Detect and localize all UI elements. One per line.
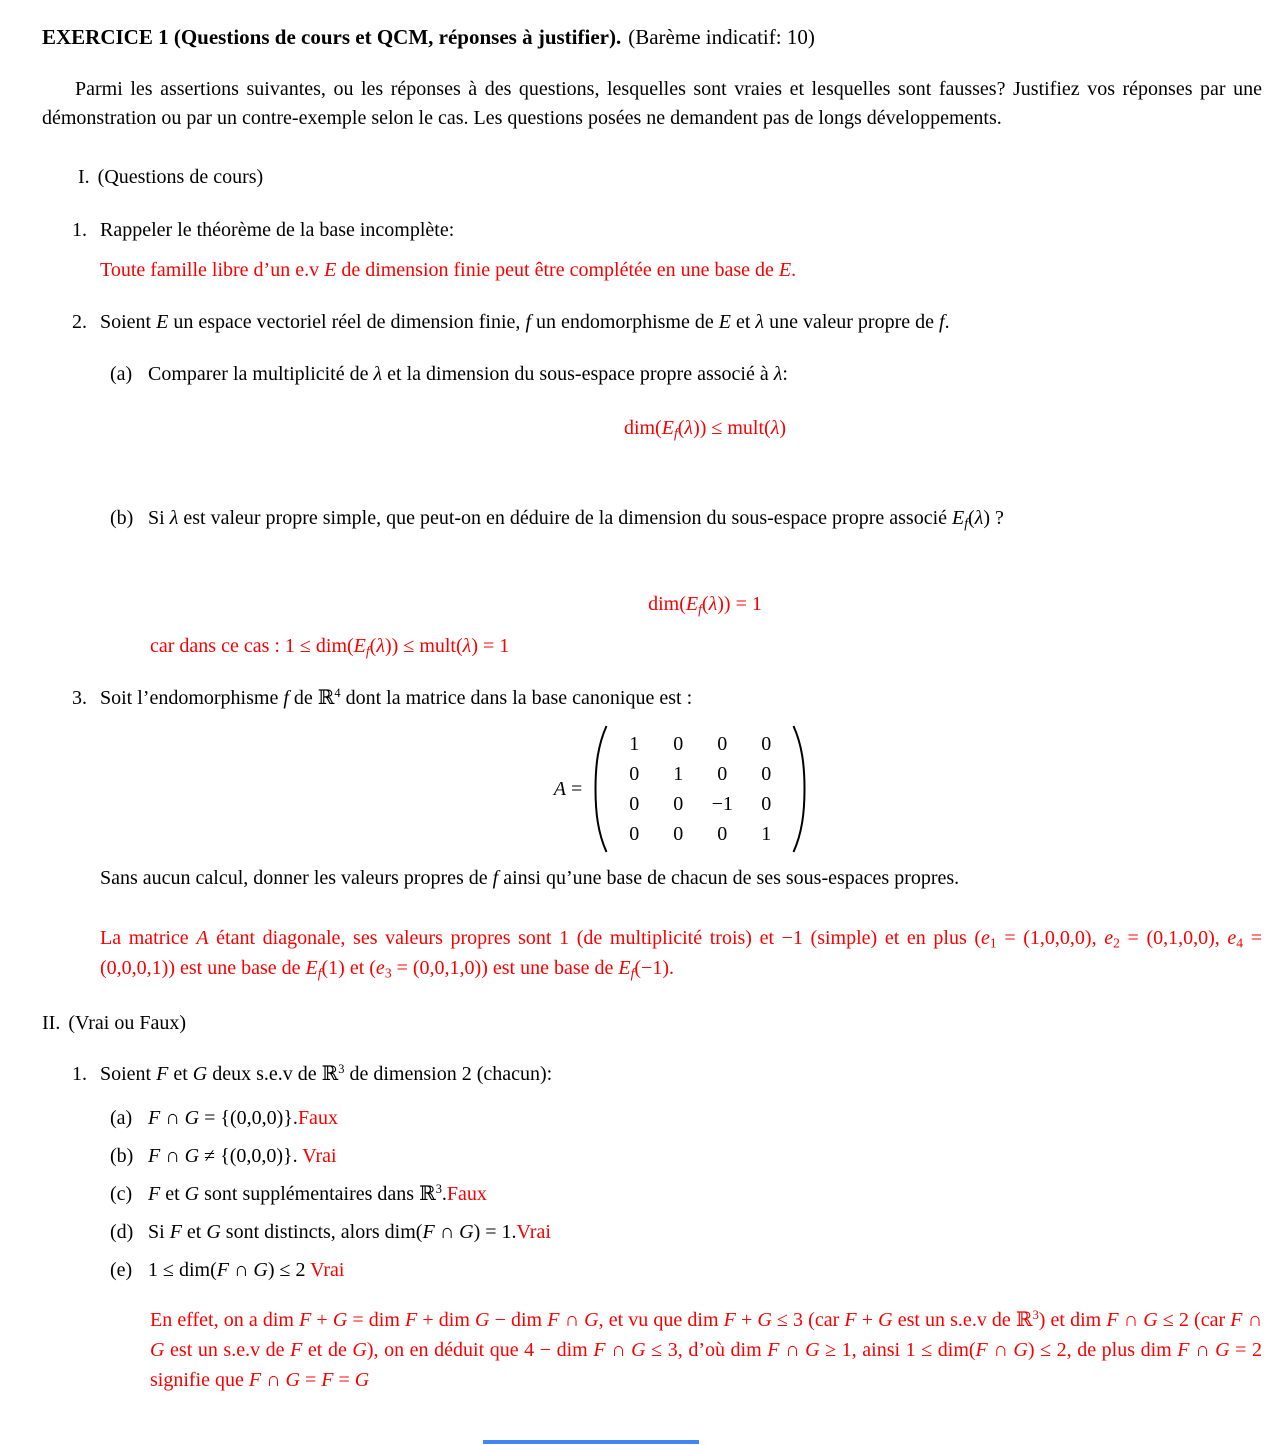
answer-i-3: La matrice A étant diagonale, ses valeurs propres sont 1 (de multiplicité trois) et −1 (simple) et en plus ($e_1 = (1,0,0,0)$, $e_2 = (0,1,0,0)$, $e_4 = (0,0,0,1)$) est une base de $E_f(1)$ et $(e_3 = (0,0,1,0))$ est une base de $E_f(-1)$. — [100, 927, 1263, 981]
vf-item-a-body — [148, 1104, 1262, 1133]
answer-i-2b-note: car dans ce cas : $1 \le dim(E_f(\lambda))$ ≤ mult(λ) = 1 — [150, 635, 510, 659]
section-ii-heading — [42, 1009, 1262, 1038]
vf-item-b-label: (b) — [110, 1145, 134, 1167]
vf-item-e-body — [148, 1256, 1262, 1285]
question-i-2b-label: (b) — [110, 507, 134, 529]
matrix-cell: 0 — [629, 793, 640, 815]
matrix-cell: 1 — [629, 733, 640, 755]
matrix-cell: 1 — [761, 823, 772, 845]
vf-item-a-verdict: Faux — [297, 1107, 338, 1129]
vf-item-b — [110, 1142, 1262, 1171]
vf-item-a-label: (a) — [110, 1107, 133, 1129]
matrix-cell: 0 — [717, 823, 728, 845]
question-ii-1 — [72, 1060, 1262, 1089]
vf-item-c-label: (c) — [110, 1183, 133, 1205]
matrix-cell: 0 — [761, 793, 772, 815]
section-i-title: (Questions de cours) — [97, 166, 264, 188]
matrix-cell: −1 — [711, 793, 733, 815]
question-i-2-text: Soient E un espace vectoriel réel de dimension finie, f un endomorphisme de E et λ une valeur propre de f. — [100, 311, 950, 333]
matrix-cell: 0 — [761, 763, 772, 785]
matrix-left-paren — [592, 723, 609, 855]
answer-i-2b-formula: $dim(E_f(\lambda)) = 1$ — [648, 593, 762, 617]
question-i-3 — [72, 684, 1262, 713]
matrix-cell: 0 — [673, 823, 684, 845]
matrix-cell: 0 — [629, 763, 640, 785]
question-i-1-text: Rappeler le théorème de la base incomplète: — [100, 219, 455, 241]
vf-item-e-verdict: Vrai — [310, 1259, 345, 1281]
vf-item-b-body — [148, 1142, 1262, 1171]
question-i-3-label: 3. — [72, 687, 87, 709]
matrix-cell: 0 — [673, 733, 684, 755]
vf-item-c — [110, 1180, 1262, 1209]
matrix-cell: 0 — [629, 823, 640, 845]
question-i-2b — [110, 504, 1262, 533]
vf-justification: En effet, on a dim F + G = dim F + dim G − dim F ∩ G, et vu que dim F + G ≤ 3 (car F + G est un s.e.v de ℝ$^3$) et dim F ∩ G ≤ 2 (car F ∩ G est un s.e.v de F et de G), on en déduit que 4 − dim F ∩ G ≤ 3, d’où dim F ∩ G ≥ 1, ainsi 1 ≤ dim(F ∩ G) ≤ 2, de plus dim F ∩ G = 2 signifie que F ∩ G = F = G — [150, 1308, 1263, 1391]
question-i-2a-text: Comparer la multiplicité de λ et la dimension du sous-espace propre associé à λ: — [148, 363, 788, 385]
matrix-equation — [554, 723, 809, 855]
matrix-cell: 0 — [761, 733, 772, 755]
vf-item-a — [110, 1104, 1262, 1133]
vf-item-d-label: (d) — [110, 1221, 134, 1243]
vf-item-c-statement: F et G sont supplémentaires dans ℝ$^3$. — [148, 1182, 447, 1205]
question-i-1 — [72, 216, 1262, 245]
matrix-cell: 0 — [717, 733, 728, 755]
answer-i-1: Toute famille libre d’un e.v E de dimension finie peut être complétée en une base de E. — [100, 259, 797, 281]
vf-item-e — [110, 1256, 1262, 1285]
vf-item-b-statement: F ∩ G ≠ {(0,0,0)}. — [148, 1145, 303, 1167]
vf-item-e-label: (e) — [110, 1259, 133, 1281]
question-i-2a-label: (a) — [110, 363, 133, 385]
question-i-2a — [110, 360, 1262, 389]
question-i-3-text: Soit l’endomorphisme f de ℝ$^4$ dont la matrice dans la base canonique est : — [100, 686, 693, 709]
matrix-display — [100, 723, 1262, 855]
section-i-label: I. — [78, 166, 90, 188]
vf-item-c-verdict: Faux — [446, 1183, 487, 1205]
exercise-title — [42, 24, 1262, 51]
question-i-1-label: 1. — [72, 219, 87, 241]
section-ii-title: (Vrai ou Faux) — [68, 1012, 186, 1034]
vf-item-c-body — [148, 1180, 1262, 1209]
question-ii-1-text: Soient F et G deux s.e.v de ℝ$^3$ de dimension 2 (chacun): — [100, 1062, 553, 1085]
exercise-title-main: EXERCICE 1 (Questions de cours et QCM, réponses à justifier). — [42, 25, 622, 49]
question-i-2b-text: Si λ est valeur propre simple, que peut-on en déduire de la dimension du sous-espace propre associé $E_f(\lambda)$ ? — [148, 507, 1004, 531]
answer-i-2a-formula: $dim(E_f(\lambda))$ ≤ mult(λ) — [623, 417, 787, 441]
matrix-cell: 0 — [673, 793, 684, 815]
exercise-title-bareme: (Barème indicatif: 10) — [628, 25, 815, 49]
question-i-3-followup: Sans aucun calcul, donner les valeurs propres de f ainsi qu’une base de chacun de ses sous-espaces propres. — [100, 867, 960, 889]
vf-item-e-statement: 1 ≤ dim(F ∩ G) ≤ 2 — [148, 1259, 311, 1281]
section-i-heading — [78, 163, 1262, 192]
matrix-right-paren — [791, 723, 808, 855]
section-ii-label: II. — [42, 1012, 61, 1034]
question-ii-1-label: 1. — [72, 1063, 87, 1085]
intro-paragraph: Parmi les assertions suivantes, ou les réponses à des questions, lesquelles sont vraies et lesquelles sont fausses? Justifiez vos réponses par une démonstration ou par un contre-exemple selon le cas. Les questions posées ne demandent pas de longs développements. — [42, 78, 1262, 129]
matrix-cell: 1 — [673, 763, 684, 785]
matrix-label: A = — [553, 777, 583, 800]
question-i-2-label: 2. — [72, 311, 87, 333]
matrix-grid — [609, 729, 791, 849]
question-i-2 — [72, 308, 1262, 337]
vf-item-d — [110, 1218, 1262, 1247]
vf-item-d-verdict: Vrai — [516, 1221, 551, 1243]
vf-item-d-statement: Si F et G sont distincts, alors dim(F ∩ G) = 1. — [148, 1221, 517, 1243]
vf-item-d-body — [148, 1218, 1262, 1247]
matrix-cell: 0 — [717, 763, 728, 785]
vf-item-b-verdict: Vrai — [302, 1145, 337, 1167]
vf-item-a-statement: F ∩ G = {(0,0,0)}. — [148, 1107, 298, 1129]
bottom-blue-line — [483, 1440, 699, 1444]
